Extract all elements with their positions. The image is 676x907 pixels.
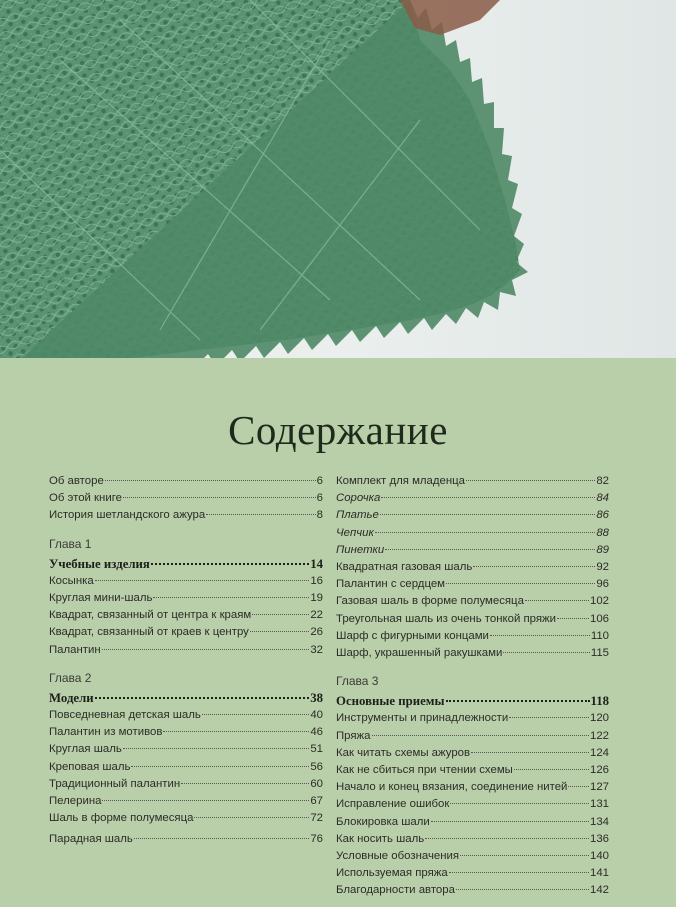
toc-entry-page: 82 — [596, 475, 609, 487]
toc-entry[interactable] — [336, 831, 609, 848]
toc-entry-page: 16 — [310, 574, 323, 587]
dot-leader — [123, 748, 310, 749]
toc-entry-title: Платье — [336, 509, 379, 522]
dot-leader — [375, 532, 595, 533]
dot-leader — [131, 766, 309, 767]
toc-entry-page: 141 — [589, 867, 609, 880]
toc-entry[interactable] — [49, 490, 323, 507]
toc-entry[interactable] — [49, 831, 323, 848]
chapter-heading[interactable] — [336, 693, 609, 710]
toc-entry-title: Косынка — [49, 574, 94, 587]
toc-entry[interactable] — [336, 611, 609, 628]
dot-leader — [466, 480, 595, 481]
chapter-heading-title: Модели — [49, 690, 94, 705]
dot-leader — [460, 855, 589, 856]
toc-entry-title: Круглая мини-шаль — [49, 592, 153, 605]
dot-leader — [202, 714, 309, 715]
toc-entry[interactable] — [336, 559, 609, 576]
chapter-label: Глава 1 — [49, 536, 92, 551]
toc-entry[interactable] — [49, 590, 323, 607]
toc-entry-title: Пряжа — [336, 729, 371, 742]
toc-entry[interactable] — [49, 793, 323, 810]
toc-entry[interactable] — [49, 724, 323, 741]
dot-leader — [102, 800, 309, 801]
dot-leader — [509, 717, 589, 718]
toc-entry-title: Об авторе — [49, 475, 104, 487]
toc-entry-page: 96 — [596, 578, 609, 591]
toc-entry-page: 8 — [316, 509, 323, 522]
toc-entry-title: Шаль в форме полумесяца — [49, 812, 194, 825]
toc-entry-title: Квадрат, связанный от краев к центру — [49, 626, 249, 639]
toc-entry[interactable] — [336, 779, 609, 796]
toc-entry-title: Благодарности автора — [336, 884, 455, 897]
dot-leader — [490, 635, 590, 636]
toc-entry-page: 136 — [589, 832, 609, 845]
toc-entry-page: 40 — [310, 709, 323, 722]
toc-entry-page: 22 — [310, 609, 323, 622]
dot-leader — [385, 549, 595, 550]
dot-leader — [446, 583, 595, 584]
toc-entry[interactable] — [49, 607, 323, 624]
toc-entry-page: 122 — [589, 729, 609, 742]
toc-entry[interactable] — [49, 810, 323, 827]
toc-entry-page: 134 — [589, 815, 609, 828]
toc-entry-page: 126 — [589, 764, 609, 777]
dot-leader — [151, 563, 309, 565]
dot-leader — [153, 597, 309, 598]
toc-entry-title: Как не сбиться при чтении схемы — [336, 764, 513, 777]
toc-entry[interactable] — [49, 642, 323, 659]
chapter-label: Глава 3 — [336, 674, 379, 689]
toc-entry-title: Квадратная газовая шаль — [336, 561, 473, 574]
toc-entry-page: 140 — [589, 850, 609, 863]
toc-entry-page: 67 — [310, 795, 323, 808]
dot-leader — [431, 821, 589, 822]
dot-leader — [525, 600, 589, 601]
toc-entry-page: 102 — [589, 595, 609, 608]
toc-entry-page: 89 — [596, 543, 609, 556]
toc-entry-title: Как носить шаль — [336, 832, 425, 845]
toc-entry-title: Пелерина — [49, 795, 102, 808]
dot-leader — [473, 566, 595, 567]
toc-entry-page: 76 — [310, 833, 323, 846]
toc-entry-page: 110 — [590, 629, 609, 642]
toc-entry-page: 84 — [596, 492, 609, 505]
dot-leader — [372, 735, 589, 736]
chapter-heading[interactable] — [49, 556, 323, 573]
chapter-heading-title: Основные приемы — [336, 694, 445, 709]
toc-entry-page: 88 — [596, 526, 609, 539]
dot-leader — [252, 614, 309, 615]
lace-shawl-illustration — [0, 0, 676, 358]
dot-leader — [123, 497, 316, 498]
dot-leader — [163, 731, 309, 732]
toc-entry-page: 6 — [316, 475, 323, 487]
toc-entry-page: 120 — [589, 712, 609, 725]
toc-entry-page: 131 — [589, 798, 609, 811]
toc-entry[interactable] — [336, 762, 609, 779]
toc-subentry[interactable] — [336, 542, 609, 559]
toc-entry-page: 124 — [589, 746, 609, 759]
toc-entry-page: 56 — [310, 760, 323, 773]
toc-entry-title: Палантин с сердцем — [336, 578, 446, 591]
dot-leader — [134, 838, 309, 839]
dot-leader — [381, 497, 595, 498]
toc-entry-page: 127 — [589, 781, 609, 794]
dot-leader — [105, 480, 316, 481]
toc-entry-title: Чепчик — [336, 526, 374, 539]
dot-leader — [471, 752, 589, 753]
toc-entry-title: Газовая шаль в форме полумесяца — [336, 595, 524, 608]
toc-entry[interactable] — [49, 759, 323, 776]
toc-entry-title: Об этой книге — [49, 492, 122, 505]
toc-entry[interactable] — [336, 865, 609, 882]
toc-entry-title: Креповая шаль — [49, 760, 131, 773]
dot-leader — [95, 580, 310, 581]
toc-entry-title: История шетландского ажура — [49, 509, 206, 522]
page-title: Содержание — [228, 407, 448, 453]
toc-subentry[interactable] — [336, 507, 609, 524]
dot-leader — [514, 769, 589, 770]
dot-leader — [503, 652, 590, 653]
toc-entry[interactable] — [336, 628, 609, 645]
dot-leader — [425, 838, 589, 839]
toc-entry-title: Пинетки — [336, 543, 385, 556]
toc-entry-title: Условные обозначения — [336, 850, 460, 863]
toc-entry[interactable] — [49, 573, 323, 590]
toc-entry-title: Шарф с фигурными концами — [336, 629, 489, 642]
toc-entry-page: 86 — [596, 509, 609, 522]
toc-entry[interactable] — [336, 645, 609, 662]
chapter-heading-title: Учебные изделия — [49, 556, 150, 571]
toc-entry-title: Круглая шаль — [49, 743, 122, 756]
toc-subentry[interactable] — [336, 490, 609, 507]
toc-entry-title: Палантин из мотивов — [49, 726, 163, 739]
dot-leader — [194, 817, 309, 818]
toc-entry-title: Сорочка — [336, 492, 381, 505]
toc-entry[interactable] — [49, 741, 323, 758]
toc-entry-title: Инструменты и принадлежности — [336, 712, 509, 725]
toc-entry[interactable] — [336, 473, 609, 490]
toc-entry[interactable] — [49, 473, 323, 490]
dot-leader — [95, 697, 310, 699]
toc-entry-title: Блокировка шали — [336, 815, 430, 828]
toc-entry-page: 19 — [310, 592, 323, 605]
toc-entry[interactable] — [49, 624, 323, 641]
toc-entry-title: Комплект для младенца — [336, 475, 466, 487]
chapter-heading-page: 14 — [310, 556, 323, 571]
toc-entry-page: 115 — [590, 647, 609, 660]
chapter-heading-page: 38 — [310, 690, 323, 705]
toc-entry[interactable] — [336, 710, 609, 727]
toc-entry-title: Треугольная шаль из очень тонкой пряжи — [336, 612, 557, 625]
lace-shawl-photo — [0, 0, 676, 358]
toc-entry-title: Используемая пряжа — [336, 867, 448, 880]
dot-leader — [568, 786, 589, 787]
toc-entry[interactable] — [336, 796, 609, 813]
toc-entry-title: Повседневная детская шаль — [49, 709, 201, 722]
toc-entry-page: 6 — [316, 492, 323, 505]
chapter-label: Глава 2 — [49, 670, 92, 685]
toc-entry-title: Палантин — [49, 643, 101, 656]
toc-entry-page: 72 — [310, 812, 323, 825]
toc-entry-title: Квадрат, связанный от центра к краям — [49, 609, 252, 622]
toc-entry[interactable] — [49, 707, 323, 724]
toc-entry-title: Исправление ошибок — [336, 798, 450, 811]
chapter-heading-page: 118 — [590, 694, 609, 709]
dot-leader — [449, 872, 589, 873]
toc-entry-title: Парадная шаль — [49, 833, 133, 846]
toc-entry-title: Традиционный палантин — [49, 777, 181, 790]
dot-leader — [450, 803, 589, 804]
dot-leader — [380, 514, 596, 515]
toc-entry-page: 32 — [310, 643, 323, 656]
dot-leader — [446, 700, 590, 702]
dot-leader — [557, 618, 589, 619]
toc-entry-title: Шарф, украшенный ракушками — [336, 647, 503, 660]
toc-entry-page: 60 — [310, 777, 323, 790]
toc-entry[interactable] — [49, 507, 323, 524]
toc-entry[interactable] — [49, 776, 323, 793]
dot-leader — [102, 649, 310, 650]
toc-entry-page: 46 — [310, 726, 323, 739]
toc-entry-page: 92 — [596, 561, 609, 574]
toc-entry[interactable] — [336, 576, 609, 593]
toc-entry-page: 106 — [589, 612, 609, 625]
toc-subentry[interactable] — [336, 525, 609, 542]
toc-entry[interactable] — [336, 728, 609, 745]
toc-entry[interactable] — [336, 593, 609, 610]
toc-entry-page: 26 — [310, 626, 323, 639]
toc-entry[interactable] — [336, 745, 609, 762]
toc-entry-title: Как читать схемы ажуров — [336, 746, 471, 759]
toc-entry-page: 51 — [310, 743, 323, 756]
toc-entry[interactable] — [336, 814, 609, 831]
chapter-heading[interactable] — [49, 690, 323, 707]
toc-left-column — [49, 473, 323, 849]
toc-right-column — [336, 473, 609, 900]
toc-entry-title: Начало и конец вязания, соединение нитей — [336, 781, 568, 794]
toc-entry[interactable] — [336, 848, 609, 865]
dot-leader — [181, 783, 309, 784]
dot-leader — [456, 889, 589, 890]
dot-leader — [206, 514, 315, 515]
dot-leader — [250, 631, 309, 632]
toc-entry-page: 142 — [589, 884, 609, 897]
toc-entry[interactable] — [336, 882, 609, 899]
